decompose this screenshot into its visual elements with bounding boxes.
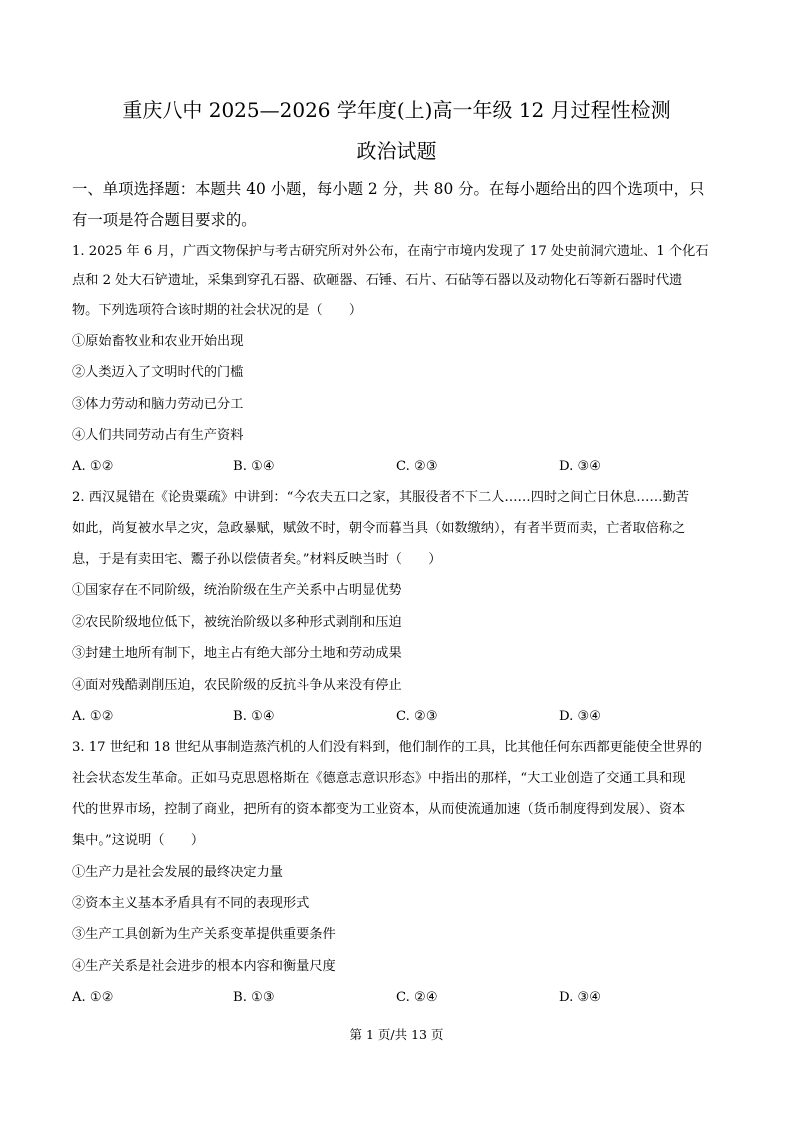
question-3-options — [72, 989, 722, 1007]
question-1-stem-line: 1. 2025 年 6 月，广西文物保护与考古研究所对外公布，在南宁市境内发现了 17 处史前洞穴遗址、1 个化石 — [72, 244, 709, 259]
option-b: B. ①④ — [233, 709, 275, 724]
option-a: A. ①② — [72, 459, 114, 474]
option-d: D. ③④ — [559, 990, 602, 1005]
question-1-item: ①原始畜牧业和农业开始出现 — [72, 334, 244, 349]
option-c: C. ②③ — [396, 709, 438, 724]
question-3-stem-line: 集中。”这说明（ ） — [72, 833, 205, 848]
question-1-item: ③体力劳动和脑力劳动已分工 — [72, 397, 244, 412]
question-2-stem-line: 如此，尚复被水旱之灾，急政暴赋，赋敛不时，朝令而暮当具（如数缴纳），有者半贾而卖，亡者取倍称之 — [72, 521, 686, 536]
option-b: B. ①③ — [233, 990, 275, 1005]
option-c: C. ②④ — [396, 990, 438, 1005]
question-3-item: ③生产工具创新为生产关系变革提供重要条件 — [72, 927, 336, 942]
question-1-item: ④人们共同劳动占有生产资料 — [72, 428, 244, 443]
question-2-options — [72, 708, 722, 726]
option-c: C. ②③ — [396, 459, 438, 474]
question-1-stem-line: 点和 2 处大石铲遗址，采集到穿孔石器、砍砸器、石锤、石片、石砧等石器以及动物化石等新石器时代遗 — [72, 273, 683, 288]
question-2-item: ③封建土地所有制下，地主占有绝大部分土地和劳动成果 — [72, 646, 402, 661]
option-d: D. ③④ — [559, 459, 602, 474]
option-a: A. ①② — [72, 990, 114, 1005]
question-3-item: ④生产关系是社会进步的根本内容和衡量尺度 — [72, 959, 336, 974]
question-3-stem-line: 代的世界市场，控制了商业，把所有的资本都变为工业资本，从而使流通加速（货币制度得到发展）、资本 — [72, 802, 686, 817]
question-1-stem-line: 物。下列选项符合该时期的社会状况的是（ ） — [72, 303, 363, 318]
question-3-stem-line: 社会状态发生革命。正如马克思恩格斯在《德意志意识形态》中指出的那样，“大工业创造了交通工具和现 — [72, 771, 686, 786]
question-2-stem-line: 息，于是有卖田宅、鬻子孙以偿债者矣。”材料反映当时（ ） — [72, 552, 442, 567]
page-number: 第 1 页/共 13 页 — [349, 1027, 444, 1042]
question-2-item: ②农民阶级地位低下，被统治阶级以多种形式剥削和压迫 — [72, 615, 402, 630]
subject-title: 政治试题 — [356, 139, 437, 163]
question-1-options — [72, 458, 722, 476]
question-2-stem-line: 2. 西汉晁错在《论贵粟疏》中讲到：“今农夫五口之家，其服役者不下二人……四时之间亡日休息……勤苦 — [72, 490, 689, 505]
question-3-item: ①生产力是社会发展的最终决定力量 — [72, 865, 283, 880]
exam-title: 重庆八中 2025—2026 学年度(上)高一年级 12 月过程性检测 — [122, 98, 671, 122]
question-2-item: ①国家存在不同阶级，统治阶级在生产关系中占明显优势 — [72, 583, 402, 598]
question-3-item: ②资本主义基本矛盾具有不同的表现形式 — [72, 896, 310, 911]
question-1-item: ②人类迈入了文明时代的门槛 — [72, 365, 244, 380]
option-d: D. ③④ — [559, 709, 602, 724]
question-2-item: ④面对残酷剥削压迫，农民阶级的反抗斗争从来没有停止 — [72, 678, 402, 693]
section-instruction-line: 一、单项选择题：本题共 40 小题，每小题 2 分，共 80 分。在每小题给出的四个选项中，只 — [72, 180, 705, 198]
option-a: A. ①② — [72, 709, 114, 724]
option-b: B. ①④ — [233, 459, 275, 474]
section-instruction-line: 有一项是符合题目要求的。 — [72, 211, 257, 229]
question-3-stem-line: 3. 17 世纪和 18 世纪从事制造蒸汽机的人们没有料到，他们制作的工具，比其他任何东西都更能使全世界的 — [72, 740, 702, 755]
